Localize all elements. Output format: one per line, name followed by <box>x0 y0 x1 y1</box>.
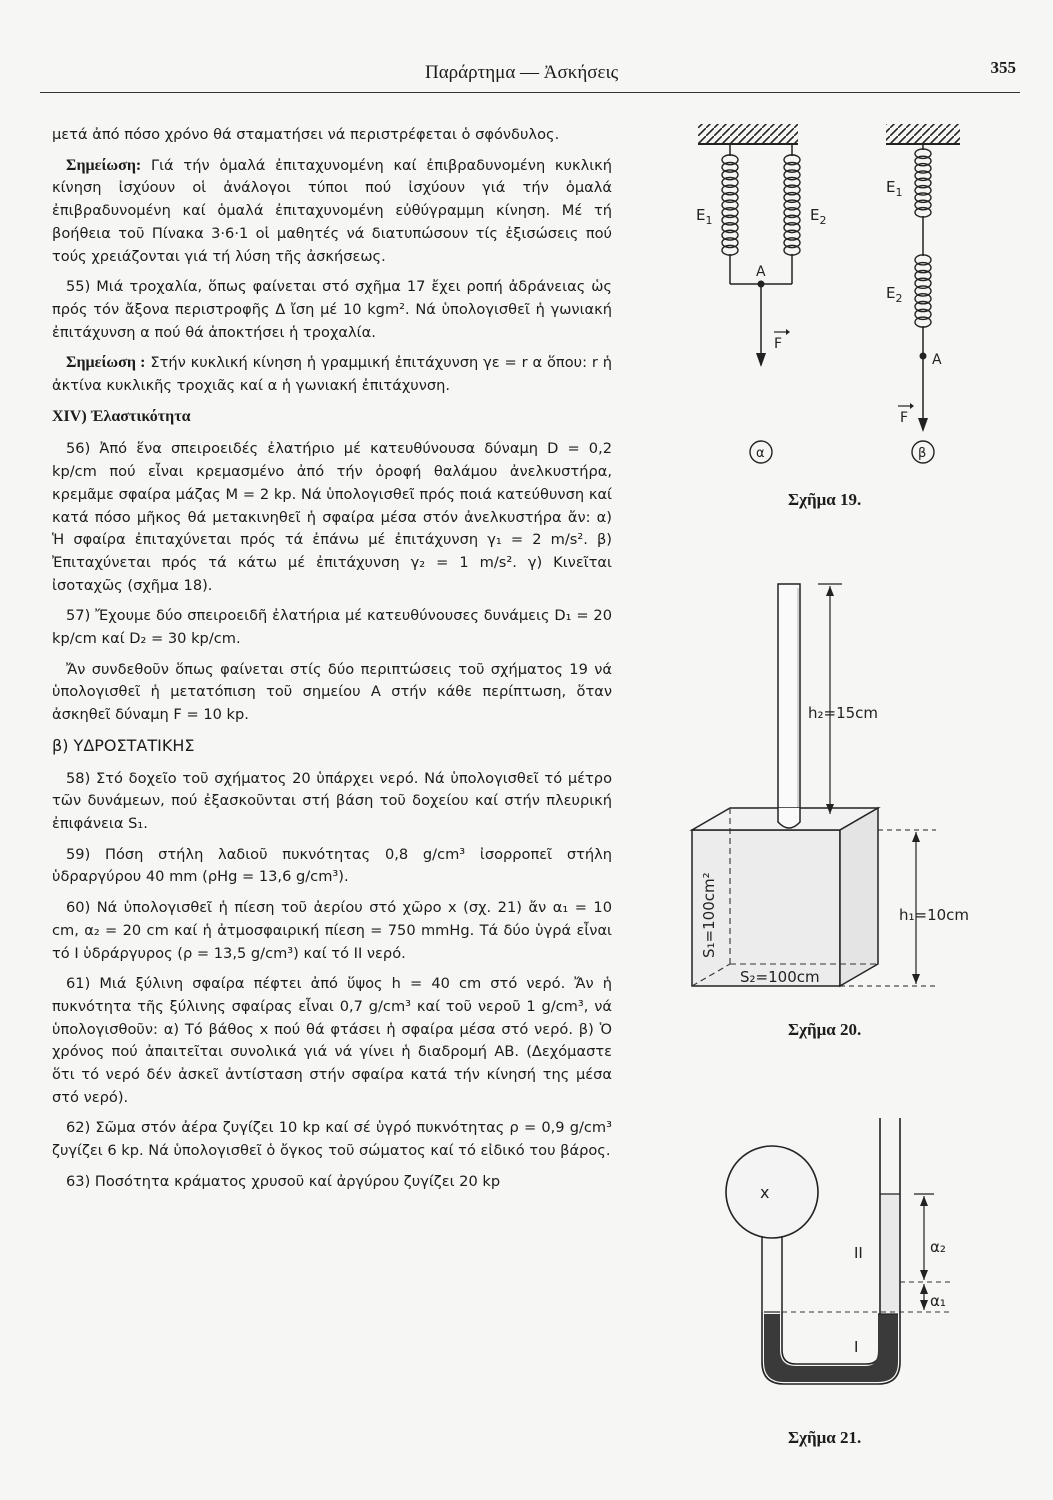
case-a-label: α <box>756 446 765 461</box>
exercise-62: 62) Σῶμα στόν ἀέρα ζυγίζει 10 kp καί σέ ὑγρό πυκνότητας ρ = 0,9 g/cm³ ζυγίζει 6 kp. Νά ὑπολογισθεῖ ὁ ὄγκος τοῦ σώματος καί τό εἰδικό του βάρος. <box>52 1119 612 1160</box>
figure-21 <box>712 1112 972 1412</box>
h2-label: h₂=15cm <box>808 704 879 722</box>
x-label: x <box>760 1183 770 1202</box>
figure-21-caption: Σχῆμα 21. <box>788 1428 862 1447</box>
note-2 <box>52 352 612 397</box>
spring-e2-b <box>915 255 931 327</box>
label-force-a: F <box>774 336 783 352</box>
tube <box>778 584 800 822</box>
figure-19 <box>690 120 990 470</box>
spring-coil <box>784 245 800 255</box>
paragraph-continuation: μετά ἀπό πόσο χρόνο θά σταματήσει νά περιστρέφεται ὁ σφόνδυλος. <box>52 126 560 143</box>
spring-coil <box>915 208 931 218</box>
section-elasticity-heading: XIV) Ἐλαστικότητα <box>52 407 191 425</box>
figure-20-caption: Σχῆμα 20. <box>788 1020 862 1039</box>
exercise-56: 56) Ἀπό ἕνα σπειροειδές ἐλατήριο μέ κατευθύνουσα δύναμη D = 0,2 kp/cm πού εἶναι κρεμασμένο ἀπό τήν ὀροφή θαλάμου ἀνελκυστήρα, κρεμᾶμε σφαίρα μάζας M = 2 kp. Νά ὑπολογισθεῖ πρός ποιά κατεύθυνση καί κατά πόσο μῆκος θά μετακινηθεῖ ἡ σφαίρα μέσα στόν ἀνελκυστήρα ἄν: α) Ἡ σφαίρα ἐπιταχύνεται πρός τά ἐπάνω μέ ἐπιτάχυνση γ₁ = 2 m/s². β) Ἐπιταχύνεται πρός τά κάτω μέ ἐπιτάχυνση γ₂ = 1 m/s². γ) Κινεῖται ἰσοταχῶς (σχῆμα 18). <box>52 440 612 594</box>
note-1-text: Γιά τήν ὁμαλά ἐπιταχυνομένη καί ἐπιβραδυνομένη κυκλική κίνηση ἰσχύουν οἱ ἀνάλογοι τύποι πού ἰσχύουν γιά τήν ὁμαλά ἐπιβραδυνομένη καί ὁμαλά ἐπιταχυνομένη εὐθύγραμμη κίνηση. Μέ τή βοήθεια τοῦ Πίνακα 3·6·1 οἱ μαθητές νά διατυπώσουν τίς ἐξισώσεις πού τούς χρειάζονται γιά τή λύση τῆς ἀσκήσεως. <box>52 156 613 265</box>
mercury-liquid <box>764 1314 898 1382</box>
a2-label: α₂ <box>930 1238 946 1256</box>
exercise-57b: Ἄν συνδεθοῦν ὅπως φαίνεται στίς δύο περιπτώσεις τοῦ σχήματος 19 νά ὑπολογισθεῖ ἡ μετατόπιση τοῦ σημείου Α στήν κάθε περίπτωση, ὅταν ἀσκηθεῖ δύναμη F = 10 kp. <box>52 660 612 724</box>
figure-20-diagram <box>670 578 1000 998</box>
spring-e1-b <box>915 149 931 217</box>
exercise-59: 59) Πόση στήλη λαδιοῦ πυκνότητας 0,8 g/cm³ ἰσορροπεῖ στήλη ὑδραργύρου 40 mm (ρHg = 13,6 g/cm³). <box>52 845 612 886</box>
container-side <box>840 808 878 986</box>
ceiling-b <box>886 124 960 144</box>
note-2-label: Σημείωση : <box>66 354 146 372</box>
label-e2-b: $E_2$ <box>886 284 903 305</box>
note-1-label: Σημείωση: <box>66 156 142 174</box>
exercise-61: 61) Μιά ξύλινη σφαίρα πέφτει ἀπό ὕψος h = 40 cm στό νερό. Ἄν ἡ πυκνότητα τῆς ξύλινης σφαίρας εἶναι 0,7 g/cm³ καί τοῦ νεροῦ 1 g/cm³, νά ὑπολογισθοῦν: α) Τό βάθος x πού θά φτάσει ἡ σφαίρα μέσα στό νερό. β) Ὁ χρόνος πού ἀπαιτεῖται συνολικά γιά νά γίνει ἡ διαδρομή AB. (Δεχόμαστε ὅτι τό νερό δέν ἀσκεῖ ἀντίσταση στήν σφαίρα κατά τήν κίνησή της μέσα στό νερό). <box>52 975 612 1106</box>
page-header <box>40 58 1020 93</box>
label-e2-a: $E_2$ <box>810 206 827 227</box>
h1-label: h₁=10cm <box>899 906 970 924</box>
exercise-57a: 57) Ἔχουμε δύο σπειροειδῆ ἐλατήρια μέ κατευθύνουσες δυνάμεις D₁ = 20 kp/cm καί D₂ = 30 kp/cm. <box>52 607 612 648</box>
exercise-60: 60) Νά ὑπολογισθεῖ ἡ πίεση τοῦ ἀερίου στό χῶρο x (σχ. 21) ἄν α₁ = 10 cm, α₂ = 20 cm καί ἡ ἀτμοσφαιρική πίεση = 750 mmHg. Τά δύο ὑγρά εἶναι τό I ὑδράργυρος (ρ = 13,5 g/cm³) καί τό II νερό. <box>52 899 612 962</box>
exercise-63: 63) Ποσότητα κράματος χρυσοῦ καί ἀργύρου ζυγίζει 20 kp <box>66 1172 501 1190</box>
label-point-a-a: A <box>756 264 766 280</box>
text-column <box>52 124 612 1202</box>
figure-19-diagram <box>690 120 990 470</box>
note-2-text: Στήν κυκλική κίνηση ἡ γραμμική ἐπιτάχυνση γε = r α ὅπου: r ἡ ἀκτίνα κυκλικῆς τροχιᾶς καί α ἡ γωνιακή ἐπιτάχυνση. <box>52 354 612 395</box>
note-1 <box>52 155 612 269</box>
running-title: Παράρτημα — Ἀσκήσεις <box>425 62 619 83</box>
exercise-55: 55) Μιά τροχαλία, ὅπως φαίνεται στό σχῆμα 17 ἔχει ροπή ἀδράνειας ὡς πρός τόν ἄξονα περιστροφῆς Δ ἴση μέ 10 kgm². Νά ὑπολογισθεῖ ἡ γωνιακή ἐπιτάχυνση α πού θά ἀποκτήσει ἡ τροχαλία. <box>52 278 612 341</box>
exercise-58: 58) Στό δοχεῖο τοῦ σχήματος 20 ὑπάρχει νερό. Νά ὑπολογισθεῖ τό μέτρο τῶν δυνάμεων, πού ἐξασκοῦνται στή βάση τοῦ δοχείου καί στήν πλευρική ἐπιφάνεια S₁. <box>52 769 612 832</box>
figure-19-caption: Σχῆμα 19. <box>788 490 862 509</box>
label-I: I <box>854 1338 859 1356</box>
s2-label: S₂=100cm <box>740 968 820 986</box>
spring-coil <box>722 245 738 255</box>
label-point-a-b: A <box>932 352 942 368</box>
label-force-b: F <box>900 410 909 426</box>
gas-bulb <box>726 1146 818 1238</box>
page-number: 355 <box>990 58 1016 77</box>
label-e1-b: $E_1$ <box>886 178 903 199</box>
figure-20 <box>670 578 1000 998</box>
case-b-label: β <box>918 446 927 461</box>
a1-label: α₁ <box>930 1292 946 1310</box>
label-II: II <box>854 1244 863 1262</box>
water-liquid <box>881 1194 899 1312</box>
s1-label: S₁=100cm² <box>700 872 718 958</box>
label-e1-a: $E_1$ <box>696 206 713 227</box>
section-hydrostatics-heading: β) ΥΔΡΟΣΤΑΤΙΚΗΣ <box>52 735 195 755</box>
figure-21-diagram <box>712 1112 972 1412</box>
ceiling-a <box>698 124 798 144</box>
spring-coil <box>915 317 931 327</box>
